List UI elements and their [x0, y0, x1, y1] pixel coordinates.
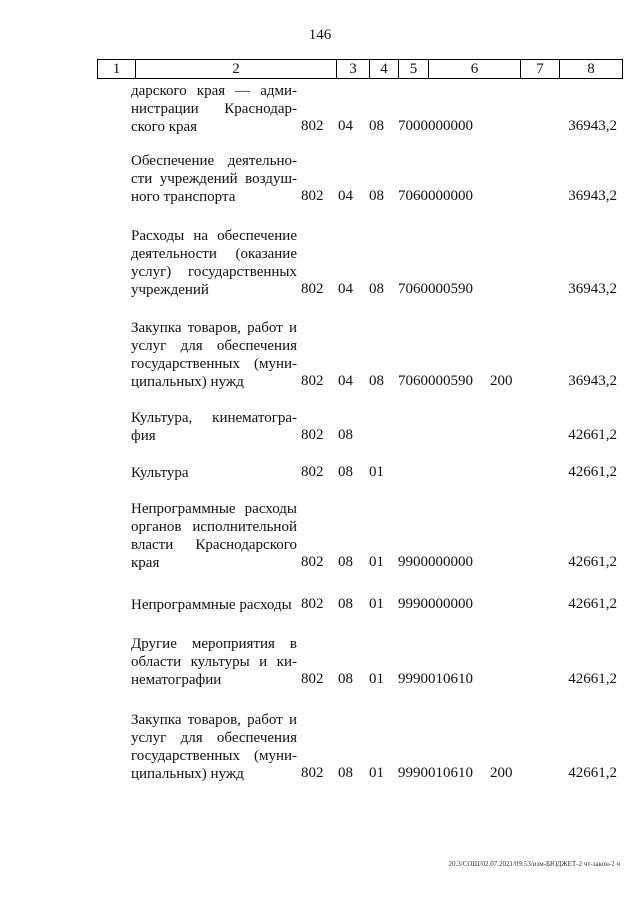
- description-line: фия: [131, 428, 156, 444]
- row-description: [131, 409, 297, 445]
- row-description: [131, 152, 297, 206]
- description-line: Непрограммные расходы: [131, 597, 292, 613]
- header-col-2: 2: [136, 60, 337, 78]
- description-line: края: [131, 555, 160, 571]
- section-code: 08: [338, 765, 353, 781]
- amount: 36943,2: [568, 118, 617, 134]
- subsection-code: 01: [369, 464, 384, 480]
- amount: 42661,2: [568, 554, 617, 570]
- description-line: власти Краснодарского: [131, 537, 297, 553]
- description-line: нистрации Краснодар-: [131, 101, 297, 117]
- ministry-code: 802: [301, 373, 324, 389]
- row-description: [131, 596, 297, 614]
- description-line: ного транспорта: [131, 189, 236, 205]
- description-line: дарского края — адми-: [131, 83, 297, 99]
- ministry-code: 802: [301, 281, 324, 297]
- description-line: Расходы на обеспечение: [131, 228, 297, 244]
- amount: 36943,2: [568, 373, 617, 389]
- target-article-code: 9990010610: [398, 671, 473, 687]
- target-article-code: 7060000590: [398, 281, 473, 297]
- header-col-7: 7: [521, 60, 560, 78]
- row-description: [131, 319, 297, 391]
- ministry-code: 802: [301, 118, 324, 134]
- description-line: учреждений: [131, 282, 209, 298]
- subsection-code: 01: [369, 671, 384, 687]
- description-line: нематографии: [131, 672, 222, 688]
- ministry-code: 802: [301, 765, 324, 781]
- header-col-3: 3: [337, 60, 370, 78]
- target-article-code: 9990010610: [398, 765, 473, 781]
- section-code: 04: [338, 188, 353, 204]
- row-description: [131, 464, 297, 482]
- subsection-code: 01: [369, 765, 384, 781]
- ministry-code: 802: [301, 427, 324, 443]
- description-line: услуг для обеспечения: [131, 730, 297, 746]
- header-col-8: 8: [587, 61, 595, 77]
- description-line: Культура: [131, 465, 189, 481]
- description-line: Другие мероприятия в: [131, 636, 297, 652]
- description-line: Закупка товаров, работ и: [131, 320, 297, 336]
- expense-type-code: 200: [490, 373, 513, 389]
- description-line: государственных (муни-: [131, 748, 297, 764]
- section-code: 04: [338, 373, 353, 389]
- amount: 42661,2: [568, 464, 617, 480]
- footer-stamp: 20.3/СОШ/02.07.2021/09:53/изм-БЮДЖЕТ-2 чт-закон-2 ч: [448, 860, 620, 868]
- description-line: Культура, кинематогра-: [131, 410, 297, 426]
- amount: 36943,2: [568, 188, 617, 204]
- description-line: деятельности (оказание: [131, 246, 297, 262]
- description-line: Обеспечение деятельно-: [131, 153, 297, 169]
- row-description: [131, 500, 297, 572]
- subsection-code: 08: [369, 118, 384, 134]
- section-code: 04: [338, 118, 353, 134]
- ministry-code: 802: [301, 671, 324, 687]
- amount: 36943,2: [568, 281, 617, 297]
- description-line: государственных (муни-: [131, 356, 297, 372]
- section-code: 08: [338, 427, 353, 443]
- ministry-code: 802: [301, 554, 324, 570]
- section-code: 08: [338, 671, 353, 687]
- description-line: Закупка товаров, работ и: [131, 712, 297, 728]
- subsection-code: 08: [369, 188, 384, 204]
- row-description: [131, 711, 297, 783]
- row-description: [131, 82, 297, 136]
- amount: 42661,2: [568, 671, 617, 687]
- section-code: 08: [338, 596, 353, 612]
- header-col-5: 5: [399, 60, 429, 78]
- ministry-code: 802: [301, 188, 324, 204]
- description-line: ципальных) нужд: [131, 766, 244, 782]
- section-code: 08: [338, 554, 353, 570]
- subsection-code: 08: [369, 281, 384, 297]
- target-article-code: 9990000000: [398, 596, 473, 612]
- target-article-code: 7000000000: [398, 118, 473, 134]
- section-code: 04: [338, 281, 353, 297]
- amount: 42661,2: [568, 765, 617, 781]
- description-line: Непрограммные расходы: [131, 501, 297, 517]
- target-article-code: 7060000000: [398, 188, 473, 204]
- header-col-1: 1: [98, 60, 136, 78]
- description-line: ципальных) нужд: [131, 374, 244, 390]
- ministry-code: 802: [301, 464, 324, 480]
- subsection-code: 01: [369, 596, 384, 612]
- expense-type-code: 200: [490, 765, 513, 781]
- amount: 42661,2: [568, 427, 617, 443]
- subsection-code: 08: [369, 373, 384, 389]
- section-code: 08: [338, 464, 353, 480]
- description-line: области культуры и ки-: [131, 654, 297, 670]
- description-line: сти учреждений воздуш-: [131, 171, 297, 187]
- target-article-code: 7060000590: [398, 373, 473, 389]
- description-line: услуг для обеспечения: [131, 338, 297, 354]
- amount: 42661,2: [568, 596, 617, 612]
- page-number: 146: [308, 27, 332, 43]
- description-line: услуг) государственных: [131, 264, 297, 280]
- target-article-code: 9900000000: [398, 554, 473, 570]
- row-description: [131, 635, 297, 689]
- description-line: ского края: [131, 119, 198, 135]
- row-description: [131, 227, 297, 299]
- header-col-4: 4: [370, 60, 399, 78]
- description-line: органов исполнительной: [131, 519, 297, 535]
- subsection-code: 01: [369, 554, 384, 570]
- ministry-code: 802: [301, 596, 324, 612]
- header-col-6: 6: [429, 60, 521, 78]
